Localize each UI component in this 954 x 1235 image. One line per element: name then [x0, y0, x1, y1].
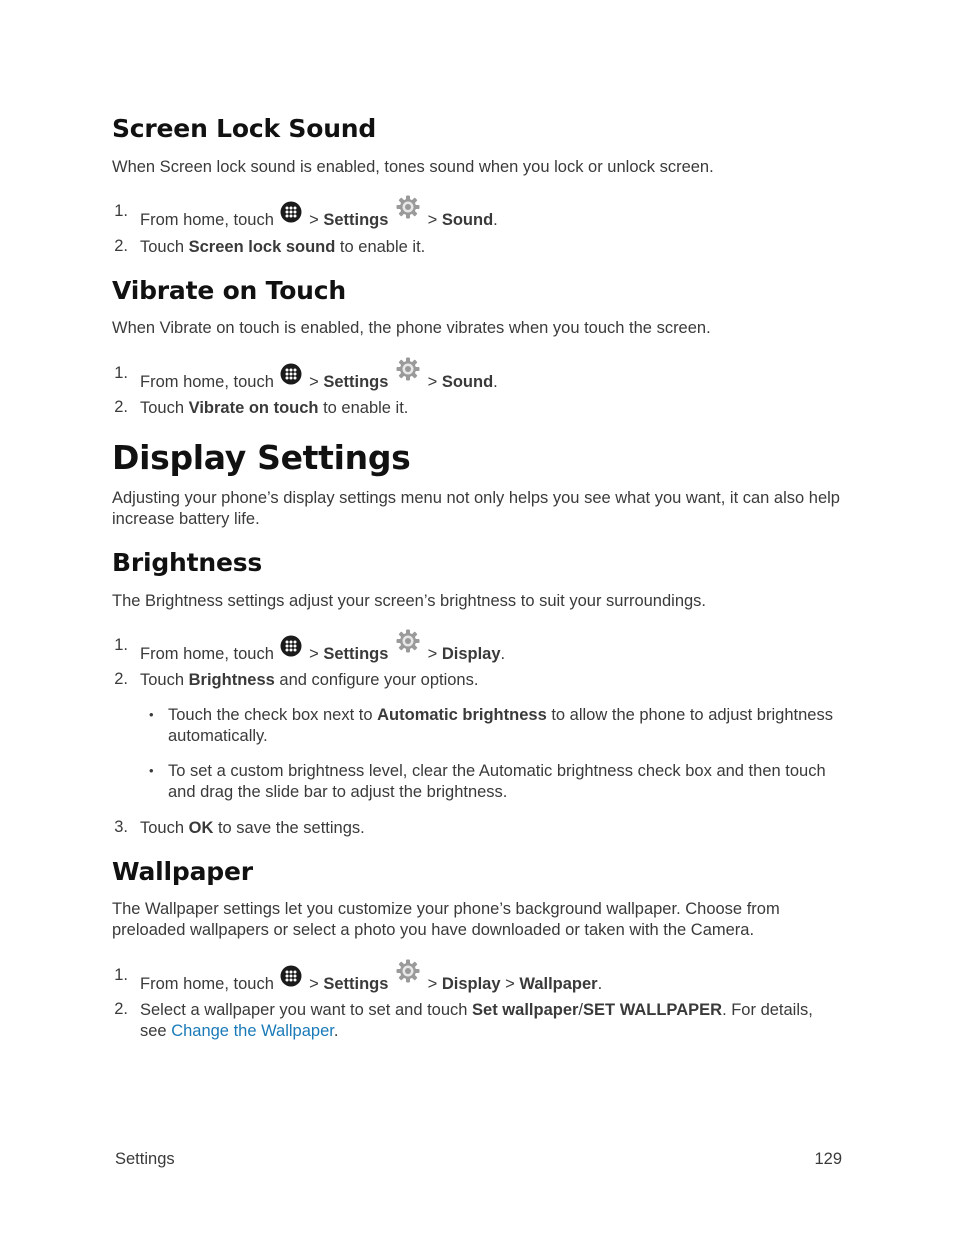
section-intro: The Brightness settings adjust your screen’s brightness to suit your surroundings. — [112, 592, 706, 610]
step-end: . — [493, 373, 498, 391]
step-target-label: Display — [441, 645, 501, 663]
apps-grid-icon — [280, 635, 302, 663]
step-number: 3. — [114, 818, 128, 836]
bullet-text: to allow the phone to adjust brightness — [546, 706, 833, 724]
step-bold: SET WALLPAPER — [583, 1001, 723, 1019]
step-separator: > — [427, 211, 438, 229]
section-title-wallpaper: Wallpaper — [112, 857, 253, 886]
step-separator: > — [309, 373, 319, 391]
intro-line: Adjusting your phone’s display settings menu not only helps you see what you want, it can also help — [112, 489, 840, 507]
step-separator: > — [505, 975, 515, 993]
section-title-vibrate-on-touch: Vibrate on Touch — [112, 276, 346, 305]
footer-page-number: 129 — [814, 1150, 842, 1168]
step-2 — [140, 237, 840, 258]
step-separator: > — [427, 645, 438, 663]
step-text: Select a wallpaper you want to set and touch — [140, 1001, 473, 1019]
step-3 — [140, 818, 840, 839]
bullet-dot: • — [149, 763, 154, 778]
step-separator: > — [309, 645, 319, 663]
step-target-label: Sound — [441, 211, 494, 229]
section-intro — [112, 488, 842, 530]
step-number: 2. — [114, 670, 128, 688]
step-target-label: Display — [441, 975, 501, 993]
step-text: to enable it. — [335, 238, 426, 256]
settings-gear-icon — [395, 194, 421, 226]
step-number: 1. — [114, 636, 128, 654]
step-text: . — [333, 1022, 339, 1040]
intro-line: preloaded wallpapers or select a photo you have downloaded or taken with the Camera. — [112, 921, 755, 939]
section-title-screen-lock-sound: Screen Lock Sound — [112, 114, 377, 143]
step-text: Touch — [140, 238, 189, 256]
step-bold: Set wallpaper — [472, 1001, 579, 1019]
step-text: see — [140, 1022, 172, 1040]
step-settings-label: Settings — [323, 645, 389, 663]
step-text: Touch — [140, 819, 189, 837]
apps-grid-icon — [280, 965, 302, 993]
step-number: 2. — [114, 398, 128, 416]
apps-grid-icon — [280, 201, 302, 229]
step-bold: Brightness — [188, 671, 275, 689]
section-intro: When Screen lock sound is enabled, tones sound when you lock or unlock screen. — [112, 158, 714, 176]
step-number: 1. — [114, 202, 128, 220]
settings-gear-icon — [395, 958, 421, 990]
bullet-text: To set a custom brightness level, clear the Automatic brightness check box and then touch — [168, 762, 826, 780]
step-1 — [140, 202, 840, 234]
step-number: 2. — [114, 1000, 128, 1018]
section-intro: When Vibrate on touch is enabled, the phone vibrates when you touch the screen. — [112, 319, 711, 337]
bullet-text: and drag the slide bar to adjust the brightness. — [168, 783, 508, 801]
step-1 — [140, 636, 840, 668]
apps-grid-icon — [280, 363, 302, 391]
step-settings-label: Settings — [323, 373, 389, 391]
step-bold: Vibrate on touch — [188, 399, 319, 417]
step-end: . — [597, 975, 603, 993]
step-settings-label: Settings — [323, 975, 389, 993]
section-title-brightness: Brightness — [112, 548, 263, 577]
section-intro — [112, 899, 842, 941]
step-number: 1. — [114, 364, 128, 382]
step-separator: > — [309, 975, 319, 993]
step-text: From home, touch — [140, 645, 274, 663]
step-separator: > — [309, 211, 319, 229]
step-text: Touch — [140, 399, 189, 417]
bullet-text: automatically. — [168, 727, 268, 745]
bullet-item — [168, 761, 848, 803]
step-text: From home, touch — [140, 211, 274, 229]
step-1 — [140, 364, 840, 396]
step-number: 2. — [114, 237, 128, 255]
step-target-label: Sound — [441, 373, 494, 391]
step-text: . For details, — [722, 1001, 813, 1019]
intro-line: The Wallpaper settings let you customize your phone’s background wallpaper. Choose from — [112, 900, 780, 918]
step-text: and configure your options. — [274, 671, 479, 689]
bullet-text: Touch the check box next to — [168, 706, 378, 724]
settings-gear-icon — [395, 628, 421, 660]
step-text: to save the settings. — [213, 819, 365, 837]
page-title-display-settings: Display Settings — [112, 438, 411, 477]
step-target-label: Wallpaper — [519, 975, 598, 993]
step-text: / — [578, 1001, 584, 1019]
change-wallpaper-link[interactable]: Change the Wallpaper — [171, 1022, 334, 1040]
step-bold: Screen lock sound — [188, 238, 336, 256]
step-bold: OK — [188, 819, 214, 837]
settings-gear-icon — [395, 356, 421, 388]
step-separator: > — [427, 373, 438, 391]
step-end: . — [500, 645, 506, 663]
step-2 — [140, 1000, 840, 1042]
bullet-dot: • — [149, 707, 154, 722]
bullet-bold: Automatic brightness — [377, 706, 547, 724]
bullet-item — [168, 705, 848, 747]
step-text: to enable it. — [318, 399, 409, 417]
step-number: 1. — [114, 966, 128, 984]
step-1 — [140, 966, 840, 998]
footer-section-name: Settings — [115, 1150, 175, 1168]
step-2 — [140, 398, 840, 419]
step-text: From home, touch — [140, 373, 274, 391]
step-end: . — [493, 211, 498, 229]
step-separator: > — [427, 975, 438, 993]
intro-line: increase battery life. — [112, 510, 260, 528]
step-text: From home, touch — [140, 975, 274, 993]
step-text: Touch — [140, 671, 189, 689]
step-settings-label: Settings — [323, 211, 389, 229]
step-2 — [140, 670, 840, 691]
